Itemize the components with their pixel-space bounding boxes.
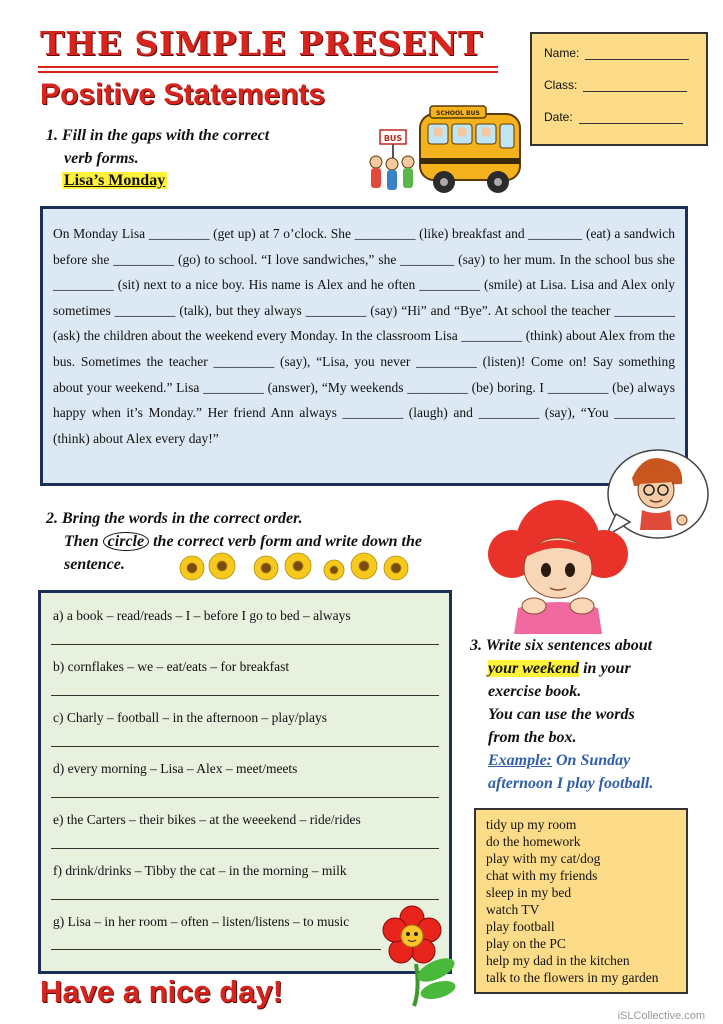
circle-word: circle <box>103 532 149 551</box>
exercise1-heading <box>62 172 167 190</box>
word-item: chat with my friends <box>486 868 598 883</box>
date-label: Date: <box>544 110 573 124</box>
exercise2-instruction-line3: sentence. <box>64 556 125 573</box>
word-item: play on the PC <box>486 936 566 951</box>
order-item-f: f) drink/drinks – Tibby the cat – in the morning – milk <box>53 863 347 878</box>
example-line1 <box>470 749 653 772</box>
bus-stop-label: BUS <box>383 134 403 143</box>
class-row <box>544 78 687 92</box>
exercise2-instruction-line1: 2. Bring the words in the correct order. <box>46 510 303 527</box>
word-item: tidy up my room <box>486 817 577 832</box>
exercise2-instruction-pre: Then <box>64 533 103 550</box>
exercise3-line2 <box>470 657 653 680</box>
word-item: help my dad in the kitchen <box>486 953 630 968</box>
order-item-c: c) Charly – football – in the afternoon – play/plays <box>53 710 328 725</box>
answer-line-d[interactable] <box>51 797 439 798</box>
weekend-highlight: your weekend <box>488 660 580 677</box>
red-flower-icon <box>383 906 458 1006</box>
date-row <box>544 110 683 124</box>
girl-icon <box>488 500 628 634</box>
order-item-b: b) cornflakes – we – eat/eats – for breakfast <box>53 659 290 674</box>
exercise3-line2-rest: in your <box>579 660 631 677</box>
student-info-box <box>530 32 708 146</box>
answer-line-a[interactable] <box>51 644 439 645</box>
title-underline-2 <box>38 71 498 73</box>
exercise3-instruction <box>470 634 653 795</box>
class-field[interactable] <box>583 79 687 92</box>
word-item: do the homework <box>486 834 581 849</box>
exercise1-instruction-line1: 1. Fill in the gaps with the correct <box>46 127 270 144</box>
answer-line-e[interactable] <box>51 848 439 849</box>
name-row <box>544 46 689 60</box>
exercise1-instruction <box>46 124 269 170</box>
girl-illustration <box>484 496 632 636</box>
class-label: Class: <box>544 78 578 92</box>
exercise3-line5: from the box. <box>488 729 577 746</box>
closing-message: Have a nice day! <box>40 974 283 1009</box>
word-item: play with my cat/dog <box>486 851 601 866</box>
exercise1-instruction-line2: verb forms. <box>64 150 139 167</box>
worksheet-subtitle: Positive Statements <box>40 78 326 111</box>
name-label: Name: <box>544 46 580 60</box>
word-box <box>474 808 688 994</box>
children-icon <box>370 156 414 190</box>
bus-icon <box>420 106 520 193</box>
exercise3-line3: exercise book. <box>488 683 582 700</box>
order-item-d: d) every morning – Lisa – Alex – meet/meets <box>53 761 298 776</box>
answer-line-f[interactable] <box>51 899 439 900</box>
example-line2: afternoon I play football. <box>488 775 654 792</box>
footer-watermark: iSLCollective.com <box>617 1010 705 1022</box>
word-item: watch TV <box>486 902 540 917</box>
story-box <box>40 206 688 486</box>
story-heading: Lisa’s Monday <box>64 172 166 189</box>
order-item-e: e) the Carters – their bikes – at the weeekend – ride/rides <box>53 812 361 827</box>
story-text: On Monday Lisa _________ (get up) at 7 o’clock. She _________ (like) breakfast and ________ (eat) a sandwich before she _________ (go) to school. “I love sandwiches,” she ________ (say) to her mum. In the school bus she _________ (sit) next to a nice boy. His name is Alex and he often _________ (smile) at Lisa. Lisa and Alex only sometimes _________ (talk), but they always _________ (say) “Hi” and “Bye”. At school the teacher _________ (ask) the children about the weekend every Monday. In the classroom Lisa _________ (think) about Alex from the bus. Sometimes the teacher _________ (say), “Lisa, you never _________ (listen)! Come on! Say something about your weekend.” Lisa _________ (answer), “My weekends _________ (be) boring. I _________ (be) always happy when it’s Monday.” Her friend Ann always _________ (laugh) and _________ (say), “You _________ (think) about Alex every day!” <box>53 226 675 446</box>
exercise3-line1: 3. Write six sentences about <box>470 637 653 654</box>
answer-line-c[interactable] <box>51 746 439 747</box>
name-field[interactable] <box>585 47 689 60</box>
answer-line-b[interactable] <box>51 695 439 696</box>
word-item: sleep in my bed <box>486 885 572 900</box>
worksheet-title: THE SIMPLE PRESENT <box>40 24 483 63</box>
exercise3-line4: You can use the words <box>488 706 635 723</box>
example-text1: On Sunday <box>552 752 631 769</box>
answer-line-g[interactable] <box>51 949 381 950</box>
date-field[interactable] <box>579 111 683 124</box>
exercise2-instruction-post: the correct verb form and write down the <box>149 533 422 550</box>
title-underline <box>38 66 498 68</box>
order-item-a: a) a book – read/reads – I – before I go to bed – always <box>53 608 351 623</box>
word-item: play football <box>486 919 555 934</box>
school-bus-illustration <box>362 100 524 204</box>
example-label: Example: <box>488 752 552 769</box>
word-item: talk to the flowers in my garden <box>486 970 659 985</box>
order-item-g: g) Lisa – in her room – often – listen/listens – to music <box>53 914 350 929</box>
flower-icon <box>180 553 408 580</box>
bus-sign: SCHOOL BUS <box>436 110 480 117</box>
flower-row-illustration <box>174 548 414 588</box>
red-flower-illustration <box>376 904 476 1008</box>
